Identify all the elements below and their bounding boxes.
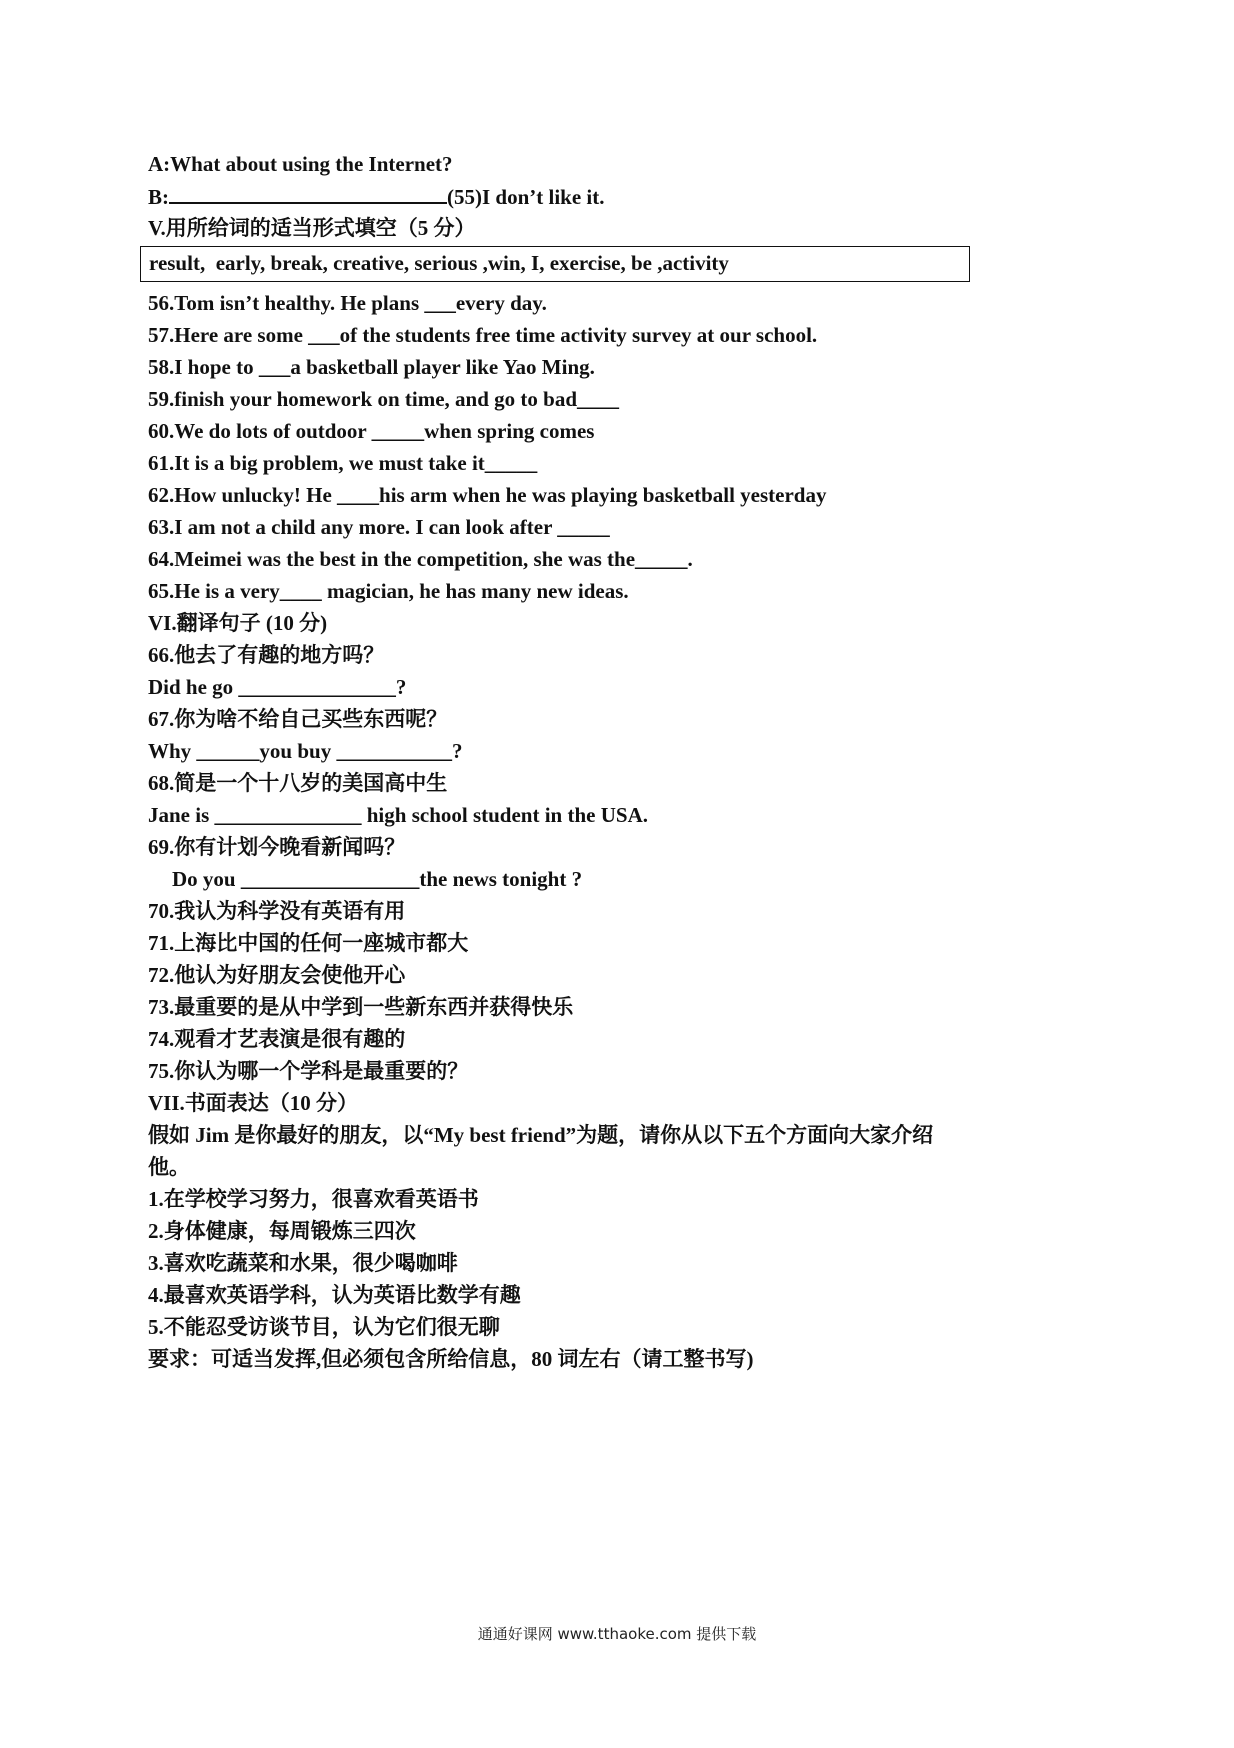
section6-heading: VI.翻译句子 (10 分) [148,611,328,635]
question-57: 57.Here are some ___of the students free time activity survey at our school. [148,323,818,347]
dialogue-b-prefix: B: [148,185,169,209]
question-64: 64.Meimei was the best in the competition, she was the_____. [148,547,693,571]
footer-source: 通通好课网 www.tthaoke.com 提供下载 [477,1625,757,1643]
section7-heading: VII.书面表达（10 分） [148,1091,359,1115]
question-67-english: Why ______you buy ___________? [148,739,463,763]
dialogue-a-line: A:What about using the Internet? [148,152,453,176]
question-70: 70.我认为科学没有英语有用 [148,899,406,923]
question-67: 67.你为啥不给自己买些东西呢？ [148,707,448,731]
question-65: 65.He is a very____ magician, he has many new ideas. [148,579,629,603]
section5-heading: V.用所给词的适当形式填空（5 分） [148,216,476,240]
question-60: 60.We do lots of outdoor _____when spring comes [148,419,595,443]
writing-prompt-line1: 假如 Jim 是你最好的朋友，以“My best friend”为题，请你从以下五个方面向大家介绍 [148,1123,934,1147]
writing-point-2: 2.身体健康，每周锻炼三四次 [148,1219,416,1243]
question-68: 68.简是一个十八岁的美国高中生 [148,771,448,795]
question-75: 75.你认为哪一个学科是最重要的？ [148,1059,469,1083]
question-74: 74.观看才艺表演是很有趣的 [148,1027,406,1051]
question-66: 66.他去了有趣的地方吗？ [148,643,385,667]
answer-blank-55[interactable] [169,182,447,204]
question-56: 56.Tom isn’t healthy. He plans ___every day. [148,291,547,315]
writing-requirement: 要求：可适当发挥,但必须包含所给信息，80 词左右（请工整书写) [148,1347,754,1371]
question-69-english: Do you _________________the news tonight ? [172,867,583,891]
dialogue-b-line [148,182,605,211]
question-72: 72.他认为好朋友会使他开心 [148,963,406,987]
dialogue-b-suffix: (55)I don’t like it. [447,185,605,209]
question-71: 71.上海比中国的任何一座城市都大 [148,931,469,955]
writing-point-1: 1.在学校学习努力，很喜欢看英语书 [148,1187,479,1211]
question-68-english: Jane is ______________ high school student in the USA. [148,803,648,827]
question-62: 62.How unlucky! He ____his arm when he was playing basketball yesterday [148,483,827,507]
question-66-english: Did he go _______________? [148,675,407,699]
writing-point-4: 4.最喜欢英语学科，认为英语比数学有趣 [148,1283,521,1307]
question-58: 58.I hope to ___a basketball player like Yao Ming. [148,355,595,379]
writing-point-5: 5.不能忍受访谈节目，认为它们很无聊 [148,1315,500,1339]
question-69: 69.你有计划今晚看新闻吗？ [148,835,406,859]
question-73: 73.最重要的是从中学到一些新东西并获得快乐 [148,995,574,1019]
question-59: 59.finish your homework on time, and go to bad____ [148,387,620,411]
word-bank-box: result, early, break, creative, serious ,win, I, exercise, be ,activity [140,246,970,282]
writing-point-3: 3.喜欢吃蔬菜和水果，很少喝咖啡 [148,1251,458,1275]
question-63: 63.I am not a child any more. I can look after _____ [148,515,610,539]
writing-prompt-line2: 他。 [148,1155,190,1179]
question-61: 61.It is a big problem, we must take it_____ [148,451,538,475]
